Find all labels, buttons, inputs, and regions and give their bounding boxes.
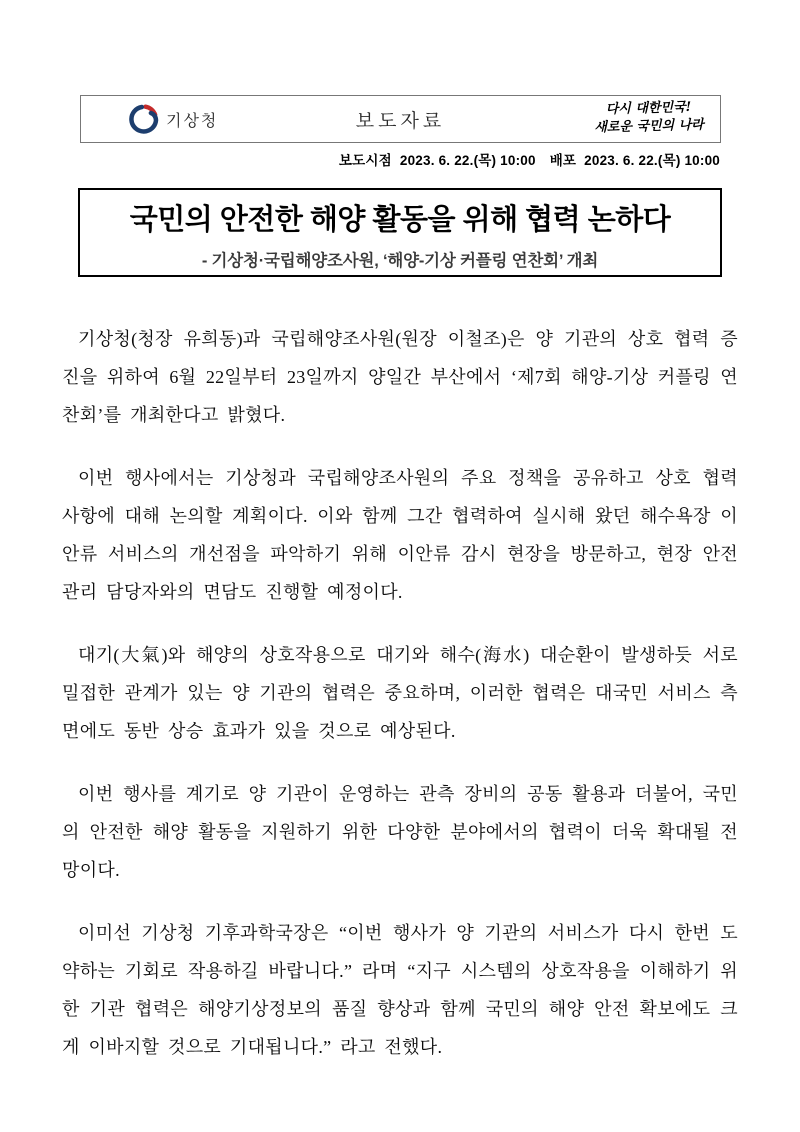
- header-box: [80, 95, 721, 143]
- distribute-value: 2023. 6. 22.(목) 10:00: [584, 153, 720, 168]
- title-box: [78, 188, 722, 277]
- press-release-subtitle: - 기상청·국립해양조사원, ‘해양-기상 커플링 연찬회’ 개최: [201, 252, 599, 270]
- press-release-title: 국민의 안전한 해양 활동을 위해 협력 논하다: [129, 204, 671, 236]
- doc-type-label: 보도자료: [355, 110, 446, 132]
- paragraph-2: 이번 행사에서는 기상청과 국립해양조사원의 주요 정책을 공유하고 상호 협력 사항에 대해 논의할 계획이다. 이와 함께 그간 협력하여 실시해 왔던 해수욕장 이안류 서비스의 개선점을 파악하기 위해 이안류 감시 현장을 방문하고, 현장 안전관리 담당자와의 면담도 진행할 예정이다.: [62, 468, 738, 602]
- body-text: [62, 320, 738, 1091]
- slogan-line-1: 다시 대한민국!: [606, 99, 692, 118]
- government-slogan: [594, 99, 704, 138]
- release-time-value: 2023. 6. 22.(목) 10:00: [399, 153, 536, 168]
- paragraph-3: 대기(大氣)와 해양의 상호작용으로 대기와 해수(海水) 대순환이 발생하듯 서로 밀접한 관계가 있는 양 기관의 협력은 중요하며, 이러한 협력은 대국민 서비스 측면에도 동반 상승 효과가 있을 것으로 예상된다.: [62, 645, 738, 741]
- release-time-label: 보도시점: [338, 153, 392, 168]
- paragraph-4: 이번 행사를 계기로 양 기관이 운영하는 관측 장비의 공동 활용과 더불어, 국민의 안전한 해양 활동을 지원하기 위한 다양한 분야에서의 협력이 더욱 확대될 전망이다.: [62, 784, 738, 880]
- agency-name: 기상청: [166, 112, 219, 130]
- release-meta-line: [339, 149, 720, 169]
- paragraph-5: 이미선 기상청 기후과학국장은 “이번 행사가 양 기관의 서비스가 다시 한번 도약하는 기회로 작용하길 바랍니다.” 라며 “지구 시스템의 상호작용을 이해하기 위한 기관 협력은 해양기상정보의 품질 향상과 함께 국민의 해양 안전 확보에도 크게 이바지할 것으로 기대됩니다.” 라고 전했다.: [62, 923, 738, 1057]
- paragraph-1: 기상청(청장 유희동)과 국립해양조사원(원장 이철조)은 양 기관의 상호 협력 증진을 위하여 6월 22일부터 23일까지 양일간 부산에서 ‘제7회 해양-기상 커플링 연찬회’를 개최한다고 밝혔다.: [62, 329, 738, 425]
- distribute-label: 배포: [549, 153, 577, 168]
- slogan-line-2: 새로운 국민의 나라: [594, 117, 705, 136]
